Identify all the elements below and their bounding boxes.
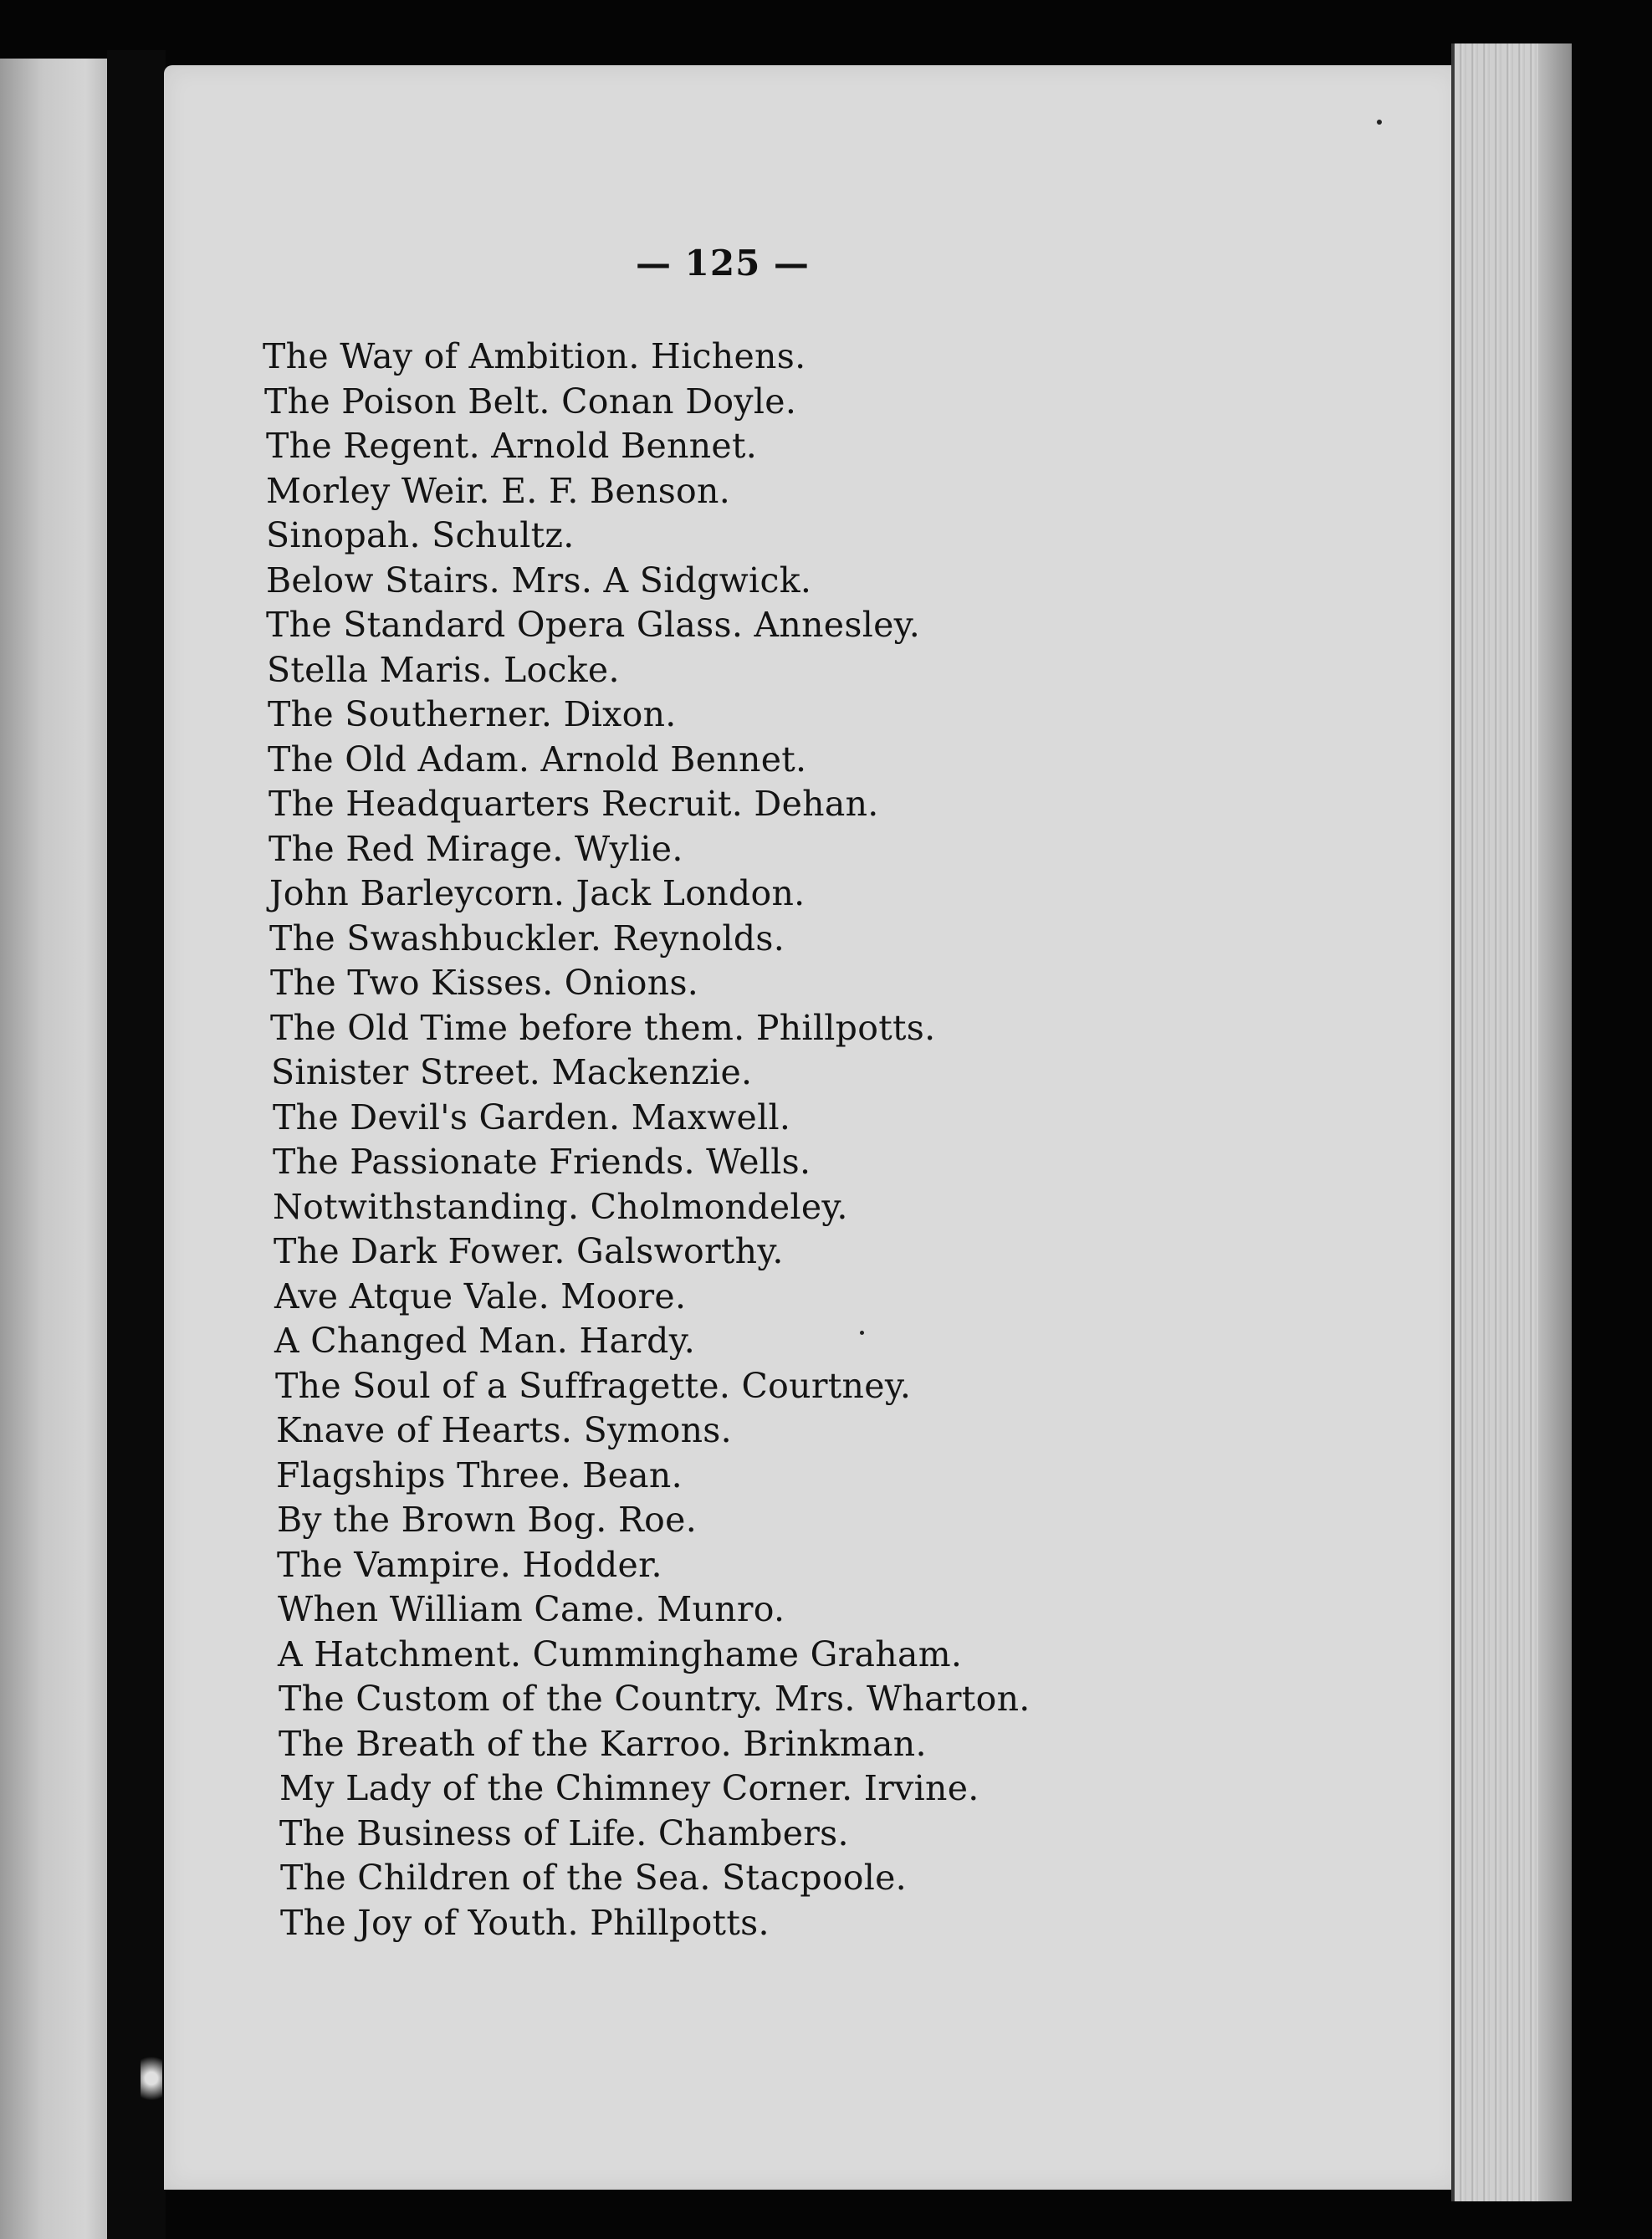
list-item: The Swashbuckler. Reynolds.	[269, 918, 785, 958]
list-item: Morley Weir. E. F. Benson.	[266, 470, 731, 511]
list-item: The Business of Life. Chambers.	[279, 1812, 849, 1853]
list-item: John Barleycorn. Jack London.	[269, 873, 806, 913]
page-number: — 125 —	[636, 243, 810, 284]
list-item: The Devil's Garden. Maxwell.	[273, 1096, 791, 1137]
list-item: The Regent. Arnold Bennet.	[266, 426, 758, 466]
list-item: The Passionate Friends. Wells.	[273, 1142, 811, 1182]
list-item: The Old Adam. Arnold Bennet.	[268, 739, 807, 780]
book-gutter	[107, 50, 166, 2239]
list-item: The Way of Ambition. Hichens.	[263, 336, 806, 376]
list-item: The Custom of the Country. Mrs. Wharton.	[279, 1679, 1031, 1719]
list-item: When William Came. Munro.	[278, 1589, 785, 1629]
list-item: The Poison Belt. Conan Doyle.	[264, 381, 797, 422]
list-item: Knave of Hearts. Symons.	[276, 1410, 732, 1450]
list-item: The Red Mirage. Wylie.	[269, 828, 683, 869]
list-item: Below Stairs. Mrs. A Sidgwick.	[266, 560, 812, 601]
list-item: The Dark Fower. Galsworthy.	[274, 1231, 784, 1271]
binding-mark	[141, 2049, 162, 2108]
list-item: The Two Kisses. Onions.	[270, 963, 699, 1003]
list-item: The Vampire. Hodder.	[277, 1544, 662, 1585]
list-item: Sinister Street. Mackenzie.	[271, 1052, 753, 1092]
list-item: The Breath of the Karroo. Brinkman.	[279, 1723, 927, 1764]
list-item: Stella Maris. Locke.	[267, 649, 620, 690]
book-list	[263, 335, 1031, 1945]
list-item: By the Brown Bog. Roe.	[277, 1500, 698, 1540]
list-item: A Hatchment. Cumminghame Graham.	[278, 1633, 963, 1674]
list-item: The Children of the Sea. Stacpoole.	[280, 1858, 908, 1898]
list-item: The Southerner. Dixon.	[268, 694, 677, 734]
list-item: Flagships Three. Bean.	[276, 1454, 683, 1495]
right-page-edges	[1451, 43, 1572, 2201]
list-item: A Changed Man. Hardy.	[274, 1321, 696, 1361]
adjacent-left-page	[0, 59, 107, 2239]
list-item: Sinopah. Schultz.	[266, 515, 575, 555]
list-item: The Soul of a Suffragette. Courtney.	[275, 1365, 912, 1406]
list-item: Notwithstanding. Cholmondeley.	[273, 1186, 848, 1227]
list-item: The Headquarters Recruit. Dehan.	[269, 784, 879, 824]
list-item: The Old Time before them. Phillpotts.	[270, 1007, 936, 1048]
list-item: My Lady of the Chimney Corner. Irvine.	[279, 1768, 979, 1808]
list-item: The Standard Opera Glass. Annesley.	[266, 605, 921, 645]
ink-speck	[1377, 120, 1382, 125]
list-item: Ave Atque Vale. Moore.	[274, 1275, 687, 1316]
list-item: The Joy of Youth. Phillpotts.	[280, 1902, 770, 1943]
